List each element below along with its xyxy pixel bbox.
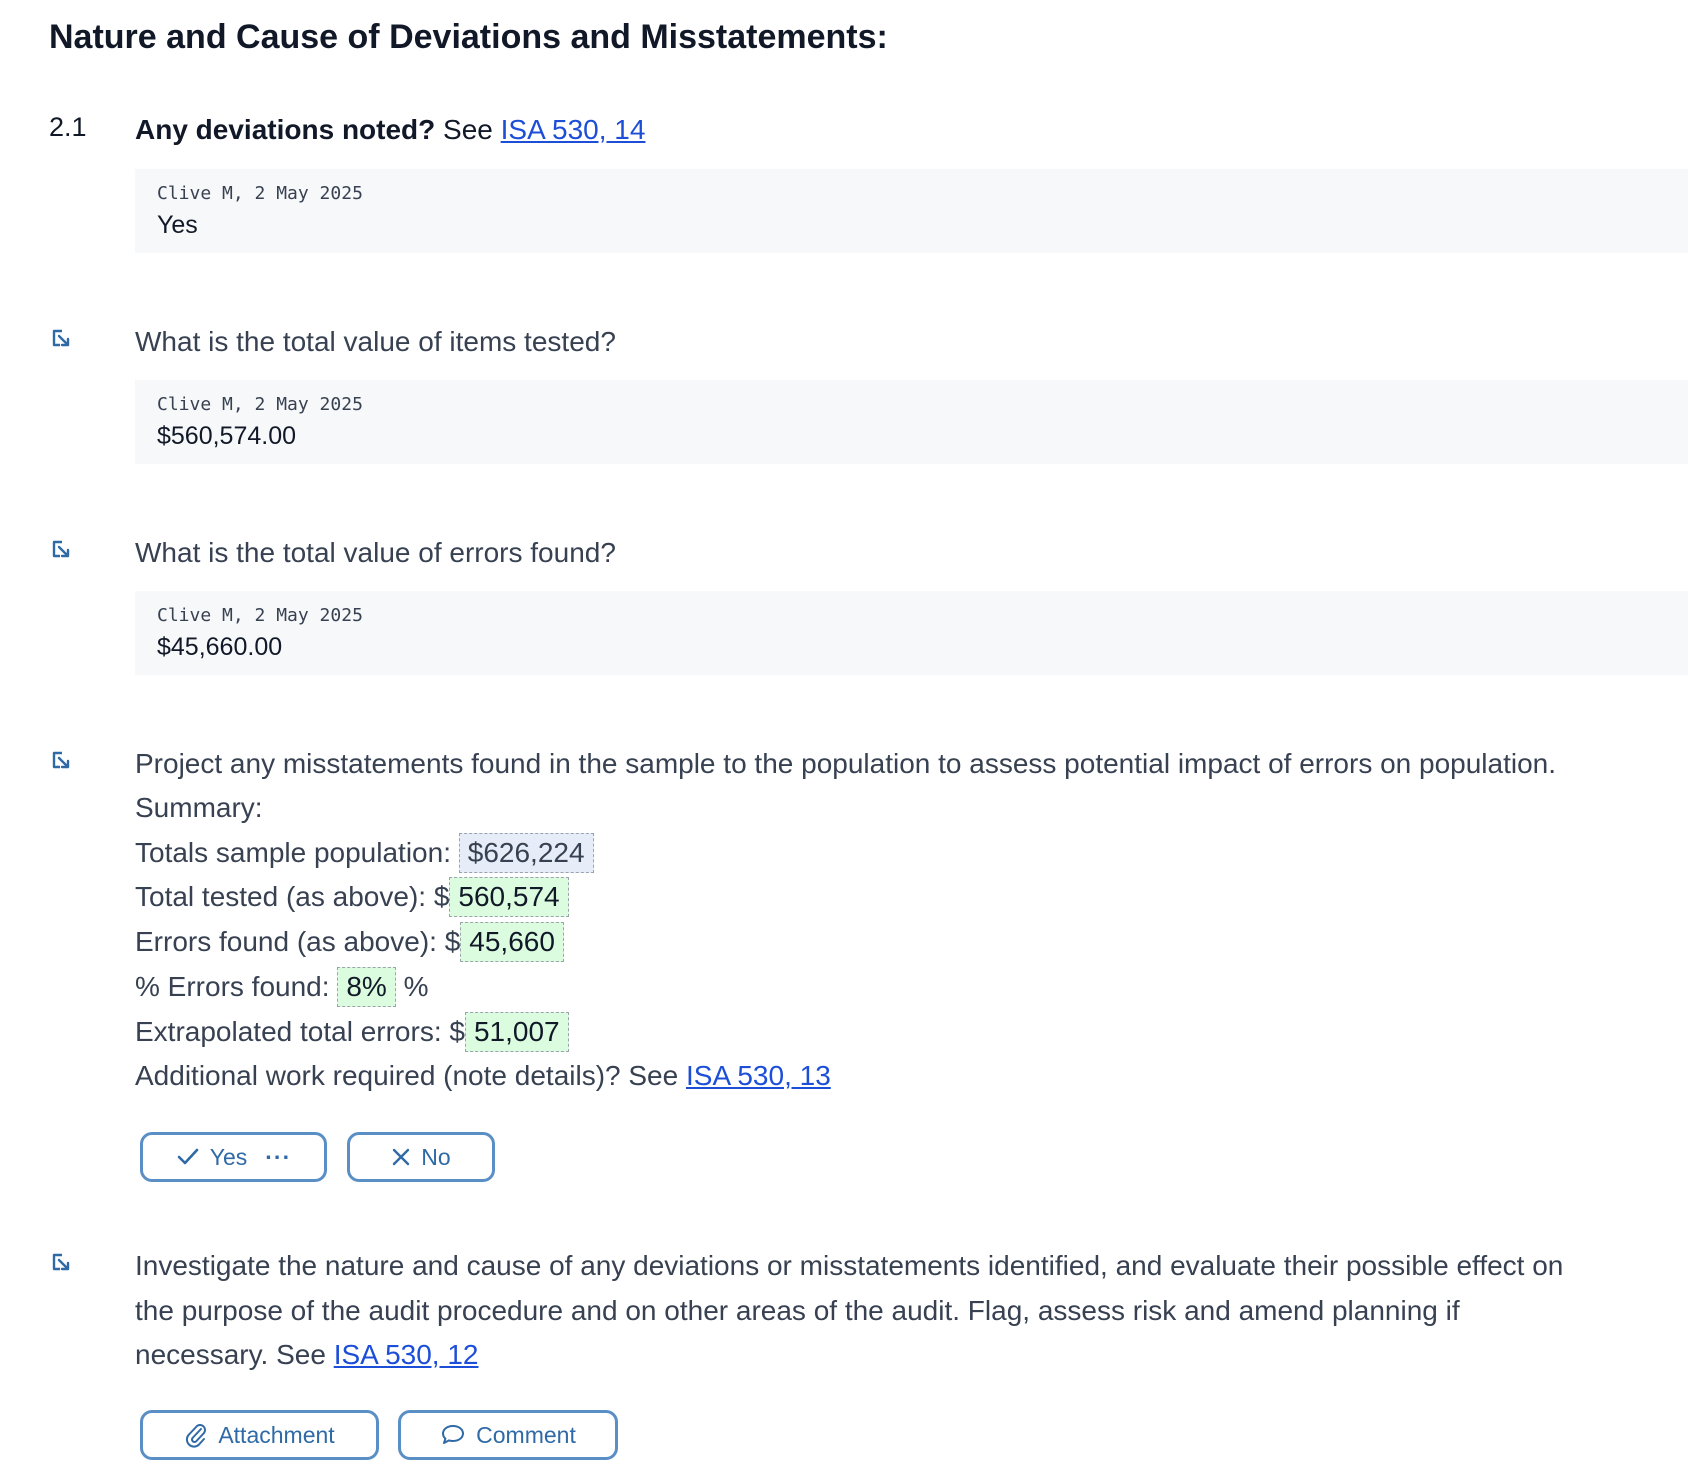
percent-errors-label: % Errors found:: [135, 970, 330, 1002]
check-icon: [176, 1147, 200, 1167]
answer-value: $560,574.00: [157, 422, 297, 450]
answer-meta: Clive M, 2 May 2025: [157, 394, 363, 415]
answer-meta: Clive M, 2 May 2025: [157, 183, 363, 204]
total-tested-row: [135, 875, 831, 920]
yes-button[interactable]: [140, 1132, 327, 1182]
percent-errors-value: 8%: [337, 967, 395, 1007]
answer-value: $45,660.00: [157, 633, 283, 661]
close-icon: [391, 1147, 411, 1167]
flag-arrow-icon[interactable]: [51, 750, 73, 772]
attachment-button[interactable]: [140, 1410, 379, 1460]
errors-found-value: 45,660: [460, 922, 564, 962]
summary-label: Summary:: [135, 792, 263, 823]
isa-530-12-link[interactable]: ISA 530, 12: [333, 1339, 479, 1370]
extrapolated-errors-value: 51,007: [465, 1012, 569, 1052]
flag-arrow-icon[interactable]: [51, 1252, 73, 1274]
question-number: 2.1: [49, 112, 87, 142]
question-investigate-line-2: the purpose of the audit procedure and on other areas of the audit. Flag, assess risk and amend planning if: [135, 1294, 1460, 1326]
total-tested-label: Total tested (as above): $: [135, 881, 450, 913]
answer-value: Yes: [157, 211, 198, 239]
flag-arrow-icon[interactable]: [51, 328, 73, 350]
see-label: See: [443, 114, 493, 145]
question-items-tested: What is the total value of items tested?: [135, 326, 616, 357]
question-deviations-text: Any deviations noted?: [135, 114, 436, 145]
question-errors-found: What is the total value of errors found?: [135, 537, 616, 568]
more-options-icon[interactable]: ···: [265, 1143, 292, 1170]
isa-530-13-link[interactable]: ISA 530, 13: [685, 1060, 831, 1092]
comment-button-label: Comment: [476, 1421, 576, 1448]
question-project-misstatements: Project any misstatements found in the sample to the population to assess potential impact of errors on population.: [135, 748, 1557, 779]
percent-errors-row: [135, 965, 831, 1010]
question-investigate-line-1: Investigate the nature and cause of any deviations or misstatements identified, and evaluate their possible effect on: [135, 1250, 1564, 1281]
total-tested-value: 560,574: [449, 877, 568, 917]
extrapolated-errors-label: Extrapolated total errors: $: [135, 1015, 465, 1047]
answer-errors-found: [135, 591, 1688, 675]
totals-sample-value[interactable]: $626,224: [459, 833, 594, 873]
flag-arrow-icon[interactable]: [51, 539, 73, 561]
comment-button[interactable]: [398, 1410, 618, 1460]
question-deviations: [135, 108, 645, 152]
isa-530-14-link[interactable]: ISA 530, 14: [500, 114, 646, 145]
additional-work-row: [135, 1054, 831, 1099]
question-investigate-line-3-text: necessary. See: [135, 1339, 326, 1370]
summary-block: [135, 786, 831, 1099]
no-button[interactable]: [347, 1132, 495, 1182]
attachment-button-label: Attachment: [218, 1421, 335, 1448]
additional-work-label: Additional work required (note details)? See: [135, 1060, 679, 1092]
question-investigate: [135, 1244, 1563, 1378]
answer-meta: Clive M, 2 May 2025: [157, 605, 363, 626]
answer-deviations: [135, 169, 1688, 253]
extrapolated-errors-row: [135, 1010, 831, 1055]
section-title: Nature and Cause of Deviations and Misstatements:: [49, 18, 888, 56]
errors-found-row: [135, 920, 831, 965]
errors-found-label: Errors found (as above): $: [135, 926, 461, 958]
totals-sample-row: [135, 831, 831, 876]
speech-bubble-icon: [440, 1423, 466, 1447]
paperclip-icon: [184, 1422, 208, 1448]
yes-button-label: Yes: [209, 1143, 248, 1170]
no-button-label: No: [421, 1143, 451, 1170]
question-investigate-line-3: [135, 1333, 1563, 1378]
percent-suffix: %: [403, 970, 429, 1002]
answer-items-tested: [135, 380, 1688, 464]
totals-sample-label: Totals sample population:: [135, 836, 451, 868]
